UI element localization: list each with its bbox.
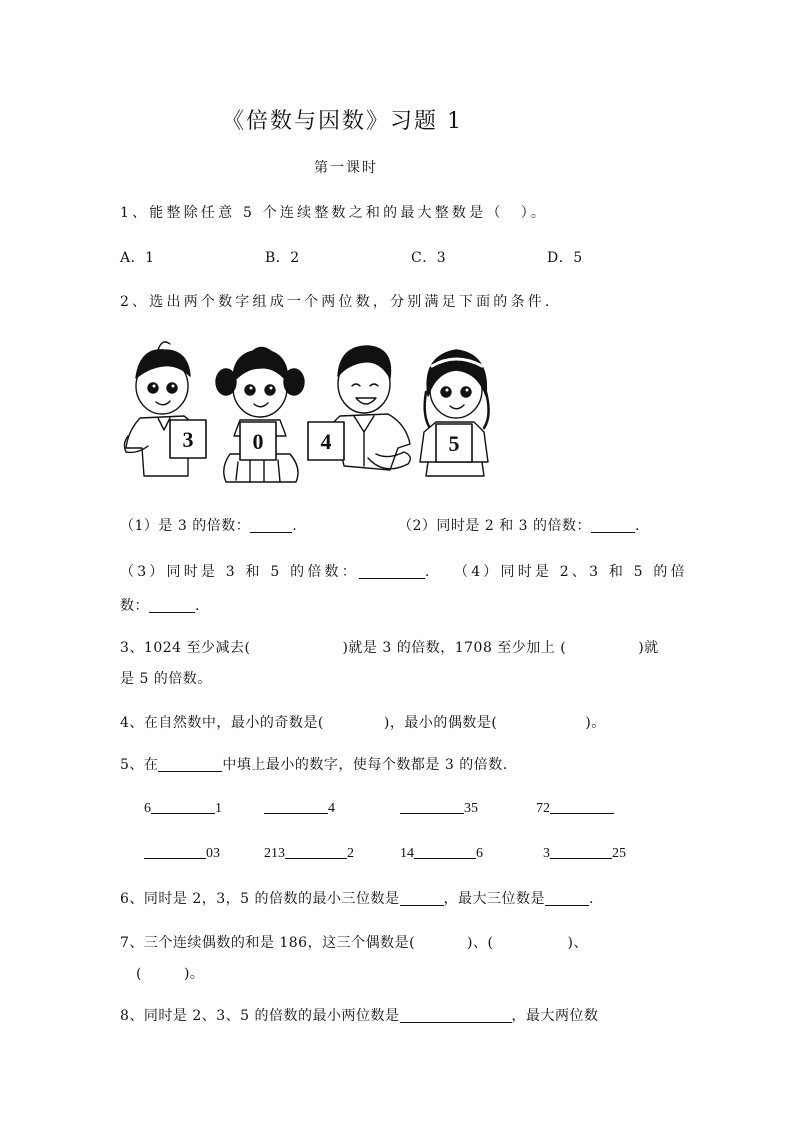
answer-blank[interactable]	[285, 844, 347, 859]
q5-item-suffix: 03	[206, 846, 220, 861]
answer-blank[interactable]	[545, 891, 589, 906]
q3-text-b: )就是 3 的倍数，1708 至少加上 (	[342, 640, 567, 656]
q2-sub-2	[398, 515, 640, 535]
blank-example	[158, 757, 222, 772]
q5-item	[144, 844, 220, 862]
q1-option-b: B．2	[265, 250, 300, 266]
q5-item	[400, 844, 483, 862]
q2-sub-2-text: （2）同时是 2 和 3 的倍数：	[398, 518, 592, 534]
q5-item	[144, 799, 222, 817]
page-subtitle: 第一课时	[314, 160, 378, 176]
q5-item-suffix: 4	[328, 801, 335, 816]
q5-item-prefix: 72	[536, 801, 550, 816]
children-holding-cards-illustration	[118, 336, 508, 488]
q5-item-prefix: 3	[543, 846, 550, 861]
answer-blank[interactable]	[400, 891, 444, 906]
q5-item-prefix: 213	[264, 846, 285, 861]
q2-sub-3-text: （3）同时是 3 和 5 的倍数：	[120, 564, 359, 580]
q5-item	[264, 799, 335, 817]
question-3-line1	[120, 637, 659, 657]
q1-option-a: A．1	[120, 250, 155, 266]
q5-item-prefix: 6	[144, 801, 151, 816]
question-7-line1	[120, 932, 588, 952]
q7-text-d: (	[136, 966, 142, 982]
q2-sub-1	[120, 515, 297, 535]
question-1: 1、能整除任意 5 个连续整数之和的最大整数是（ ）。	[120, 205, 549, 221]
q3-text-c: )就	[638, 640, 659, 656]
question-7-line2	[136, 963, 204, 983]
q5-item-suffix: 2	[347, 846, 354, 861]
answer-blank[interactable]	[149, 598, 195, 613]
question-2: 2、选出两个数字组成一个两位数，分别满足下面的条件.	[120, 294, 553, 310]
q4-text-a: 4、在自然数中，最小的奇数是(	[120, 715, 324, 731]
answer-blank[interactable]	[550, 844, 612, 859]
q2-sub-4-end: .	[195, 598, 200, 614]
q2-sub-3	[120, 561, 433, 581]
q7-text-e: )。	[183, 966, 205, 982]
child-girl-1-figure	[216, 347, 304, 482]
q5-text-a: 5、在	[120, 757, 159, 773]
q5-item	[536, 799, 614, 817]
answer-blank[interactable]	[550, 799, 614, 814]
card-digit-5: 5	[448, 431, 460, 456]
q4-text-c: )。	[585, 715, 606, 731]
q5-text-b: 中填上最小的数字，使每个数都是 3 的倍数.	[222, 757, 508, 773]
q2-sub-4-text: 数：	[120, 598, 149, 614]
q5-item	[264, 844, 354, 862]
q5-item-suffix: 25	[612, 846, 626, 861]
card-digit-3: 3	[182, 427, 194, 452]
q2-sub-4-line2	[120, 595, 200, 615]
answer-blank[interactable]	[591, 518, 635, 533]
q6-text-c: .	[589, 891, 594, 907]
card-digit-0: 0	[252, 429, 264, 454]
q5-item-suffix: 6	[476, 846, 483, 861]
q4-text-b: )，最小的偶数是(	[383, 715, 498, 731]
q1-option-c: C．3	[411, 250, 447, 266]
q3-text-a: 3、1024 至少减去(	[120, 640, 251, 656]
answer-blank[interactable]	[359, 564, 425, 579]
question-3-line2: 是 5 的倍数。	[120, 671, 212, 687]
question-5	[120, 754, 508, 774]
q2-sub-4-line1: （4）同时是 2、3 和 5 的倍	[454, 564, 688, 580]
q2-sub-2-end: .	[635, 518, 640, 534]
q7-text-b: )、(	[467, 935, 494, 951]
q6-text-a: 6、同时是 2，3，5 的倍数的最小三位数是	[120, 891, 400, 907]
q6-text-b: ，最大三位数是	[443, 891, 546, 907]
q2-sub-1-end: .	[292, 518, 298, 534]
q5-item	[400, 799, 478, 817]
question-8	[120, 1005, 599, 1025]
answer-blank[interactable]	[414, 844, 476, 859]
q5-item-prefix: 14	[400, 846, 414, 861]
q2-sub-1-text: （1）是 3 的倍数：	[120, 518, 251, 534]
page-title: 《倍数与因数》习题 1	[222, 109, 463, 134]
card-digit-4: 4	[320, 429, 332, 454]
question-6	[120, 888, 594, 908]
answer-blank[interactable]	[250, 518, 292, 533]
question-4	[120, 712, 606, 732]
answer-blank[interactable]	[264, 799, 328, 814]
q2-sub-3-end: .	[424, 564, 433, 580]
q5-item	[543, 844, 626, 862]
q8-text-b: ，最大两位数	[511, 1008, 599, 1024]
q5-item-suffix: 35	[464, 801, 478, 816]
q1-option-d: D．5	[547, 250, 583, 266]
q8-text-a: 8、同时是 2、3、5 的倍数的最小两位数是	[120, 1008, 400, 1024]
q7-text-a: 7、三个连续偶数的和是 186，这三个偶数是(	[120, 935, 416, 951]
q7-text-c: )、	[567, 935, 588, 951]
answer-blank[interactable]	[400, 799, 464, 814]
q5-item-suffix: 1	[215, 801, 222, 816]
answer-blank[interactable]	[151, 799, 215, 814]
answer-blank[interactable]	[400, 1008, 512, 1023]
answer-blank[interactable]	[144, 844, 206, 859]
